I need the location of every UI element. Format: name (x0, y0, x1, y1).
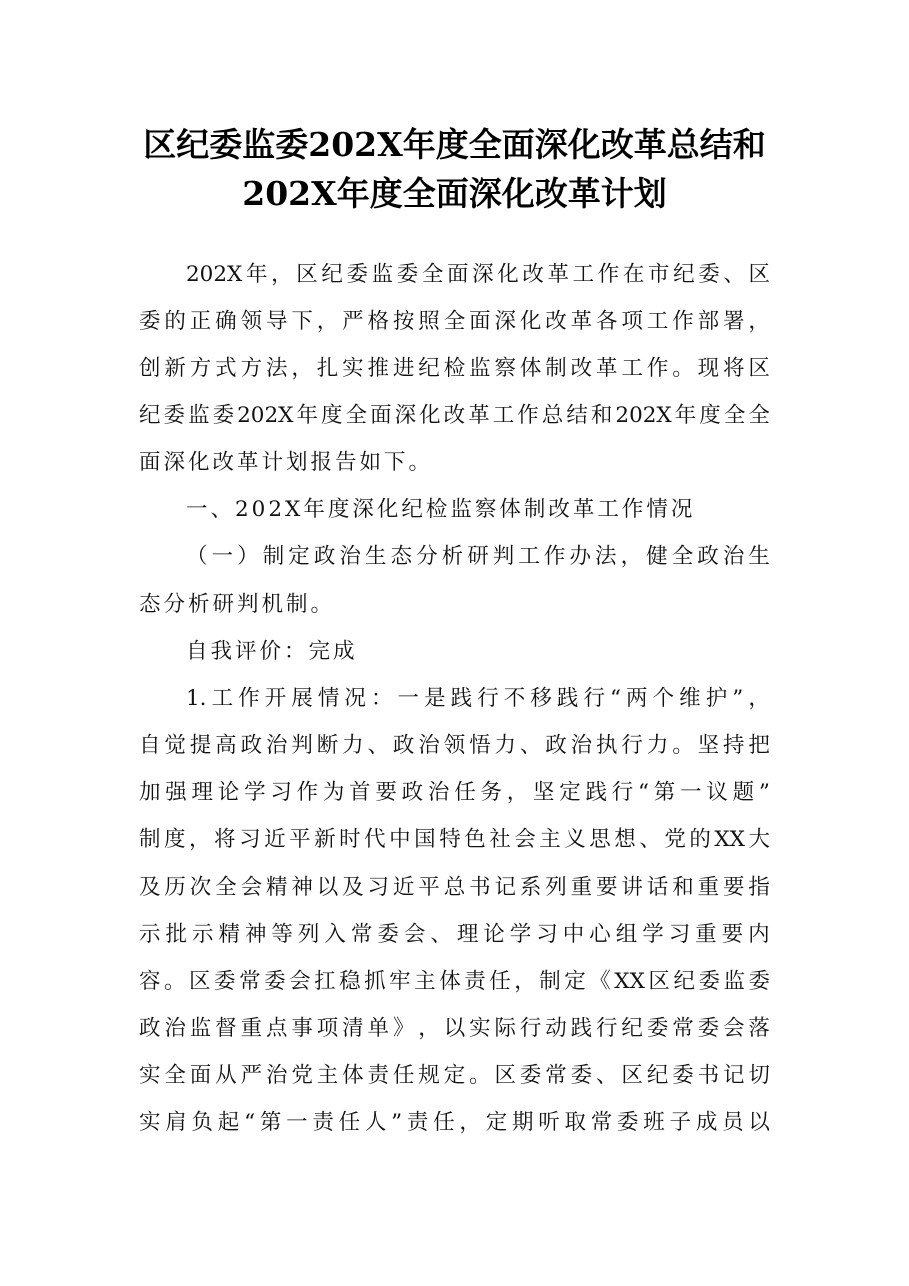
body-line-19: 实 肩 负 起 “ 第 一 责 任 人 ” 责 任 ， 定 期 听 取 常 委 班 子 成 员 以 (139, 1110, 770, 1135)
body-line-12: 加 强 理 论 学 习 作 为 首 要 政 治 任 务 ， 坚 定 践 行 “ 第 一 议 题 ” (139, 780, 770, 805)
body-line-8: 态分析研判机制。 (139, 592, 336, 617)
body-line-9: 自我评价：完成 (186, 639, 358, 664)
body-line-3: 创 新 方 式 方 法 ， 扎 实 推 进 纪 检 监 察 体 制 改 革 工 作 。 现 将 区 (139, 356, 770, 381)
body-line-15: 示 批 示 精 神 等 列 入 常 委 会 、 理 论 学 习 中 心 组 学 习 重 要 内 (139, 922, 770, 947)
body-line-17: 政 治 监 督 重 点 事 项 清 单 》 ， 以 实 际 行 动 践 行 纪 委 常 委 会 落 (139, 1016, 770, 1041)
document-title-line-2: 202X年度全面深化改革计划 (242, 174, 667, 213)
body-line-14: 及 历 次 全 会 精 神 以 及 习 近 平 总 书 记 系 列 重 要 讲 话 和 重 要 指 (139, 875, 770, 900)
body-line-16: 容 。 区 委 常 委 会 扛 稳 抓 牢 主 体 责 任 ， 制 定 《 XX 区 纪 委 监 委 (139, 969, 770, 994)
body-line-18: 实 全 面 从 严 治 党 主 体 责 任 规 定 。 区 委 常 委 、 区 纪 委 书 记 切 (139, 1063, 770, 1088)
document-title-line-1: 区纪委监委202X年度全面深化改革总结和 (143, 125, 766, 164)
body-line-1: 202X 年 ， 区 纪 委 监 委 全 面 深 化 改 革 工 作 在 市 纪 委 、 区 (186, 262, 770, 287)
body-line-5: 面深化改革计划报告如下。 (139, 450, 434, 475)
body-line-2: 委 的 正 确 领 导 下 ， 严 格 按 照 全 面 深 化 改 革 各 项 工 作 部 署 ， (139, 309, 770, 334)
body-line-7: （ 一 ） 制 定 政 治 生 态 分 析 研 判 工 作 办 法 ， 健 全 政 治 生 (186, 544, 770, 569)
body-line-10: 1. 工 作 开 展 情 况 ： 一 是 践 行 不 移 践 行 “ 两 个 维 护 ” ， (186, 686, 770, 711)
body-line-6: 一、202X年度深化纪检监察体制改革工作情况 (186, 497, 696, 522)
body-line-4: 纪 委 监 委 202X 年 度 全 面 深 化 改 革 工 作 总 结 和 202X 年 度 全 全 (139, 403, 770, 428)
body-line-11: 自 觉 提 高 政 治 判 断 力 、 政 治 领 悟 力 、 政 治 执 行 力 。 坚 持 把 (139, 733, 770, 758)
body-line-13: 制 度 ， 将 习 近 平 新 时 代 中 国 特 色 社 会 主 义 思 想 、 党 的 XX 大 (139, 827, 770, 852)
